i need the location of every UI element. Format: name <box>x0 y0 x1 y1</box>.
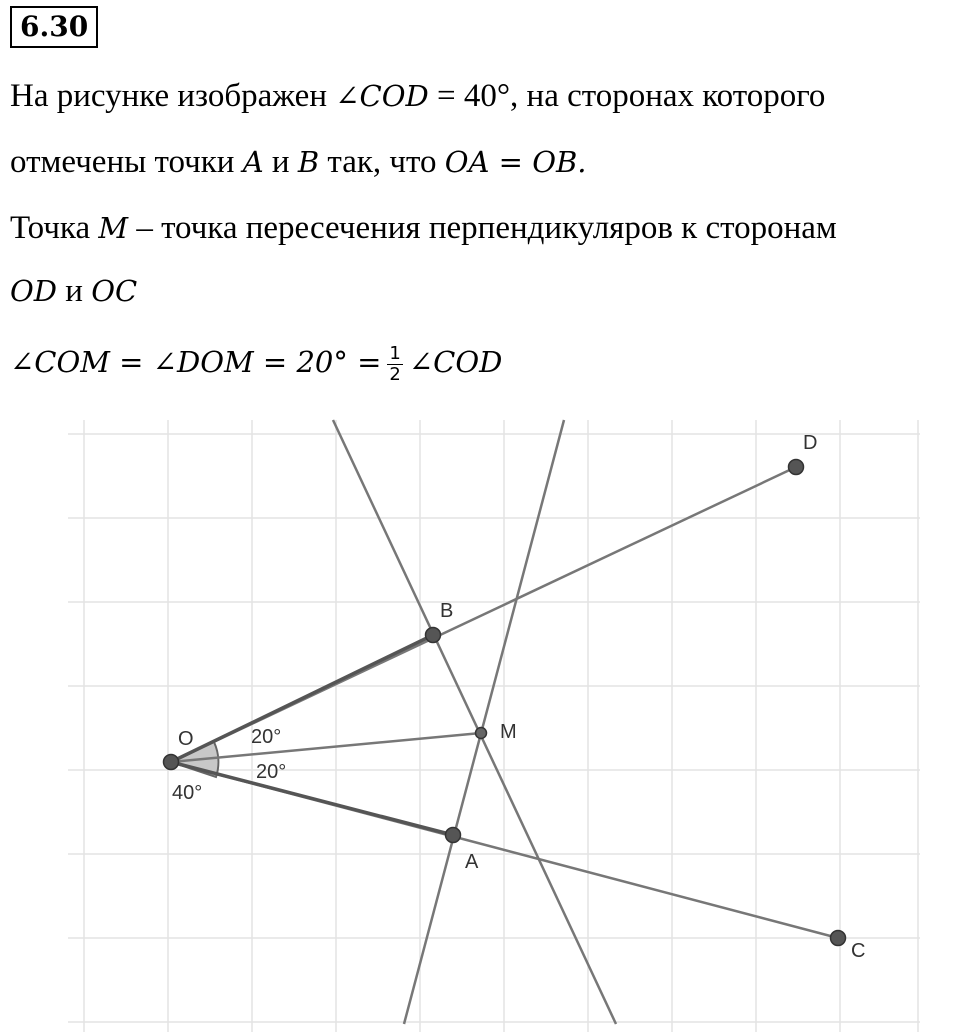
angle-cod-rhs: ∠COD <box>408 345 503 380</box>
point-o <box>164 755 179 770</box>
point-a-text: A <box>242 145 264 179</box>
perpendicular-at-a <box>404 420 564 1024</box>
line1-eq: = 40°, на сторонах которого <box>428 78 826 114</box>
point-b-text: B <box>297 145 320 179</box>
point-m-text: M <box>98 211 129 245</box>
angle-cod: ∠COD <box>335 79 429 113</box>
line4-and: и <box>57 273 92 309</box>
label-d: D <box>803 432 818 454</box>
label-b: B <box>440 600 454 622</box>
point-c <box>831 931 846 946</box>
point-d <box>789 460 804 475</box>
line2-and: и <box>263 144 298 180</box>
fraction-denominator: 2 <box>389 364 401 385</box>
line2-mid: так, что <box>319 144 445 180</box>
side-oc: OC <box>91 274 138 308</box>
label-a: A <box>465 851 479 873</box>
label-m: M <box>500 721 517 743</box>
grid <box>68 420 920 1032</box>
fraction-numerator: 1 <box>389 343 401 364</box>
angle-label-bottom: 20° <box>256 761 287 783</box>
angle-label-total: 40° <box>172 782 203 804</box>
label-c: C <box>851 940 866 962</box>
line3-post: – точка пересечения перпендикуляров к сторонам <box>128 210 837 246</box>
point-m <box>476 728 487 739</box>
equality-oa-ob: OA = OB. <box>444 145 587 179</box>
side-od: OD <box>10 274 58 308</box>
segment-oa <box>171 762 453 835</box>
ray-om <box>171 733 481 762</box>
problem-number: 6.30 <box>10 6 98 48</box>
line2-pre: отмечены точки <box>10 144 243 180</box>
line1-pre: На рисунке изображен <box>10 78 336 114</box>
point-b <box>426 628 441 643</box>
angle-label-top: 20° <box>251 726 282 748</box>
line3-pre: Точка <box>10 210 99 246</box>
label-o: O <box>178 728 194 750</box>
perpendicular-at-b <box>333 420 616 1024</box>
point-a <box>446 828 461 843</box>
segment-ob <box>171 635 433 762</box>
angle-equality: ∠COM = ∠DOM = 20° = <box>10 345 382 380</box>
